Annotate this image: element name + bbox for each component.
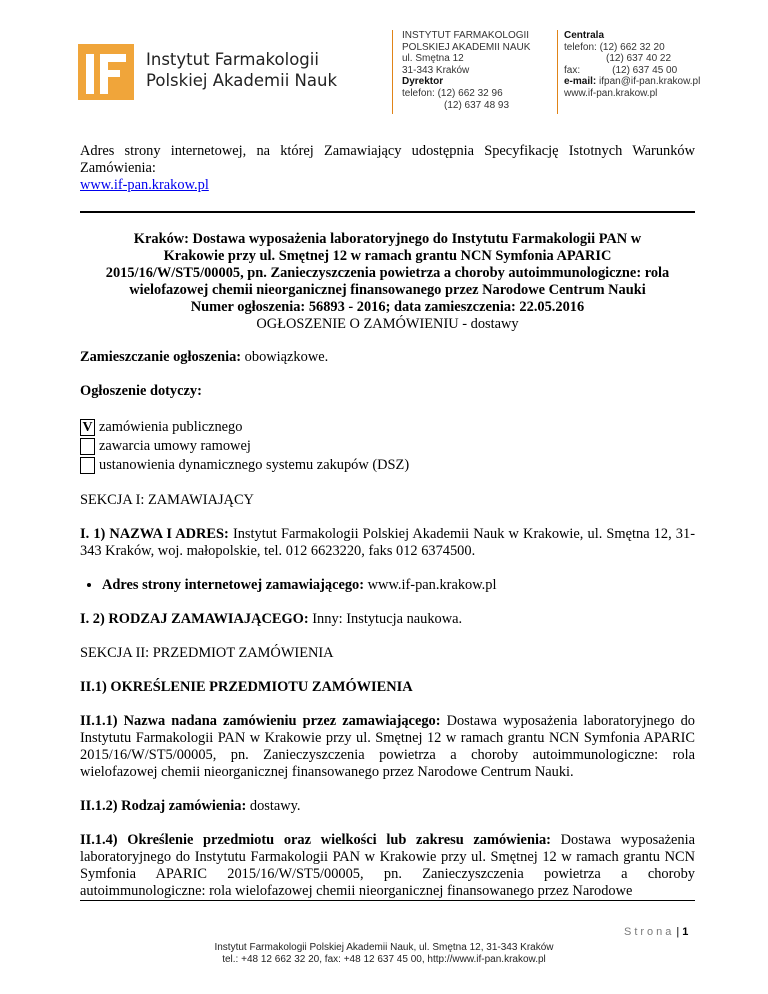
section-2-heading: SEKCJA II: PRZEDMIOT ZAMÓWIENIA xyxy=(80,645,334,661)
checkbox-row: V zamówienia publicznego xyxy=(80,418,695,437)
concerns-label: Ogłoszenie dotyczy: xyxy=(80,383,202,399)
addr-line: POLSKIEJ AKADEMII NAUK xyxy=(402,41,531,53)
list-item: • Adres strony internetowej zamawiającego: www.if-pan.krakow.pl xyxy=(102,577,695,594)
central-website: www.if-pan.krakow.pl xyxy=(564,87,658,99)
checkbox-list xyxy=(80,418,695,475)
intro-text: Adres strony internetowej, na której Zamawiający udostępnia Specyfikację Istotnych Warunków Zamówienia: xyxy=(80,143,695,176)
central-email: e-mail: ifpan@if-pan.krakow.pl xyxy=(564,76,701,88)
director-label: Dyrektor xyxy=(402,76,444,88)
central-contact-block xyxy=(564,30,700,100)
page-footer xyxy=(0,942,768,966)
page-number: Strona | 1 xyxy=(624,926,689,938)
website-list xyxy=(80,577,695,594)
order-name: II.1.1) Nazwa nadana zamówieniu przez zamawiającego: Dostawa wyposażenia laboratoryjnego do Instytutu Farmakologii PAN w Krakowie przy ul. Smętnej 12 w ramach grantu NCN Symfonia APARIC 2015/16/W/ST5/00005, pn. Zanieczyszczenia powietrza a choroby autoimmunologiczne: rola wielofazowej chemii nieorganicznej finansowanego przez Narodowe Centrum Nauki. xyxy=(80,713,695,780)
director-phone: telefon: (12) 662 32 96 xyxy=(402,87,503,99)
order-scope: II.1.4) Określenie przedmiotu oraz wielkości lub zakresu zamówienia: Dostawa wyposażenia laboratoryjnego do Instytutu Farmakologii PAN w Krakowie przy ul. Smętnej 12 w ramach grantu NCN Symfonia APARIC 2015/16/W/ST5/00005, pn. Zanieczyszczenia powietrza a choroby autoimmunologiczne: rola wielofazowej chemii nieorganicznej finansowanego przez Narodowe xyxy=(80,832,695,899)
contracting-type: I. 2) RODZAJ ZAMAWIAJĄCEGO: Inny: Instytucja naukowa. xyxy=(80,611,463,627)
central-fax: fax: (12) 637 45 00 xyxy=(564,64,678,76)
header-divider xyxy=(392,30,393,114)
central-phone-2: (12) 637 40 22 xyxy=(606,53,672,65)
brand-name xyxy=(146,49,337,91)
letterhead xyxy=(0,0,768,120)
placement-line: Zamieszczanie ogłoszenia: obowiązkowe. xyxy=(80,349,329,365)
checkbox-dps[interactable] xyxy=(80,457,95,474)
notice-title: Kraków: Dostawa wyposażenia laboratoryjnego do Instytutu Farmakologii PAN w Krakowie przy ul. Smętnej 12 w ramach grantu NCN Symfonia APARIC 2015/16/W/ST5/00005, pn. Zanieczyszczenia powietrza a choroby autoimmunologiczne: rola wielofazowej chemii nieorganicznej finansowanego przez Narodowe Centrum Nauki Numer ogłoszenia: 56893 - 2016; data zamieszczenia: 22.05.2016 OGŁOSZENIE O ZAMÓWIENIU - dostawy xyxy=(80,231,695,333)
brand-line-2: Polskiej Akademii Nauk xyxy=(146,71,337,90)
director-phone-2: (12) 637 48 93 xyxy=(444,99,510,111)
if-logo-icon xyxy=(78,44,134,100)
addr-line: ul. Smętna 12 xyxy=(402,53,464,65)
addr-line: 31-343 Kraków xyxy=(402,64,470,76)
name-address: I. 1) NAZWA I ADRES: Instytut Farmakologii Polskiej Akademii Nauk w Krakowie, ul. Smętna 12, 31-343 Kraków, woj. małopolskie, tel. 012 6623220, faks 012 6374500. xyxy=(80,526,695,559)
checkbox-framework-agreement[interactable] xyxy=(80,438,95,455)
siwz-link[interactable]: www.if-pan.krakow.pl xyxy=(80,177,209,193)
checkbox-row: zawarcia umowy ramowej xyxy=(80,437,695,456)
brand-line-1: Instytut Farmakologii xyxy=(146,50,319,69)
subject-heading: II.1) OKREŚLENIE PRZEDMIOTU ZAMÓWIENIA xyxy=(80,679,413,695)
addr-line: INSTYTUT FARMAKOLOGII xyxy=(402,30,530,41)
footer-line-2: tel.: +48 12 662 32 20, fax: +48 12 637 45 00, http://www.if-pan.krakow.pl xyxy=(222,954,546,965)
document-body xyxy=(80,143,695,901)
header-divider xyxy=(557,30,558,114)
order-type: II.1.2) Rodzaj zamówienia: dostawy. xyxy=(80,798,301,814)
central-phone: telefon: (12) 662 32 20 xyxy=(564,41,665,53)
central-label: Centrala xyxy=(564,30,605,41)
footer-line-1: Instytut Farmakologii Polskiej Akademii Nauk, ul. Smętna 12, 31-343 Kraków xyxy=(214,942,554,953)
section-1-heading: SEKCJA I: ZAMAWIAJĄCY xyxy=(80,492,254,508)
horizontal-rule xyxy=(80,211,695,213)
checkbox-public-order[interactable]: V xyxy=(80,419,95,436)
checkbox-row: ustanowienia dynamicznego systemu zakupów (DSZ) xyxy=(80,456,695,475)
institute-address-block xyxy=(402,30,530,111)
notice-type: OGŁOSZENIE O ZAMÓWIENIU - dostawy xyxy=(256,316,519,332)
